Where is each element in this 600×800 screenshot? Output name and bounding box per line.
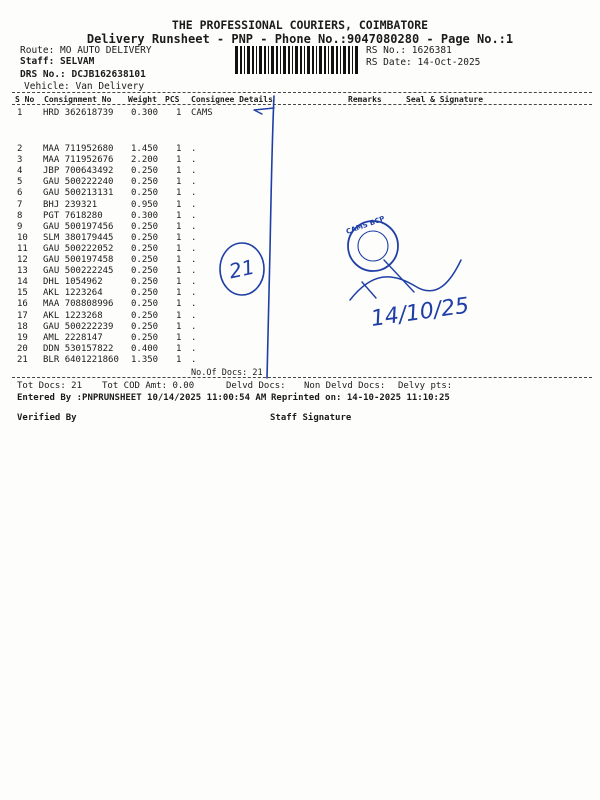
row-details: .	[191, 299, 197, 310]
row-details: .	[191, 155, 197, 166]
row-consignment	[43, 266, 113, 276]
row-weight: 0.250	[131, 277, 159, 288]
row-consignment-code: MAA	[43, 144, 60, 154]
row-details: .	[191, 266, 197, 277]
row-consignment	[43, 311, 103, 321]
row-sno: 12	[17, 255, 28, 265]
row-sno: 15	[17, 288, 28, 299]
no-of-docs: No.Of Docs: 21	[191, 368, 263, 378]
col-details: Consignee Details	[191, 95, 273, 104]
row-consignment	[43, 344, 113, 354]
row-weight: 0.250	[131, 221, 159, 232]
row-details: .	[191, 255, 197, 265]
table-row	[0, 200, 600, 211]
row-consignment	[43, 299, 113, 309]
row-details: .	[191, 310, 197, 321]
row-consignment-code: GAU	[43, 266, 60, 277]
row-weight: 1.350	[131, 354, 159, 365]
table-row	[0, 144, 600, 155]
stamp-text: CAMS BCP	[345, 214, 386, 237]
row-weight: 0.250	[131, 188, 159, 199]
row-pcs: 1	[176, 277, 182, 288]
row-sno: 14	[17, 277, 28, 288]
col-seal-signature: Seal & Signature	[406, 95, 484, 104]
row-consignment	[43, 155, 113, 165]
row-consignment-code: MAA	[43, 155, 60, 166]
header-bottom-rule	[12, 104, 592, 105]
page-subtitle: Delivery Runsheet - PNP - Phone No.:9047080280 - Page No.:1	[86, 32, 514, 46]
row-details: .	[191, 332, 197, 343]
row-weight: 0.250	[131, 255, 159, 265]
row-consignment-number: 500197456	[64, 221, 114, 232]
table-row	[0, 333, 600, 344]
row-sno: 1	[17, 108, 23, 118]
row-weight: 0.300	[131, 108, 159, 118]
drs-number: DRS No.: DCJB162638101	[20, 69, 146, 80]
row-consignment	[43, 277, 103, 287]
row-sno: 21	[17, 354, 28, 365]
row-consignment-number: 2228147	[64, 332, 103, 343]
handwritten-date: 14/10/25	[369, 293, 471, 332]
row-sno: 8	[17, 210, 23, 221]
table-row	[0, 311, 600, 322]
row-consignment-code: GAU	[43, 243, 60, 254]
row-consignment-number: 6401221860	[64, 354, 119, 365]
row-pcs: 1	[176, 221, 182, 232]
row-consignment	[43, 288, 103, 298]
row-weight: 0.250	[131, 332, 159, 343]
delvd-docs: Delvd Docs:	[226, 381, 286, 391]
row-consignment-code: GAU	[43, 255, 60, 265]
row-sno: 7	[17, 199, 23, 210]
tot-cod-amt: Tot COD Amt: 0.00	[102, 381, 195, 391]
row-pcs: 1	[176, 199, 182, 210]
row-consignment-number: 700643492	[64, 166, 114, 177]
row-consignment-code: GAU	[43, 221, 60, 232]
row-consignment-number: 500222240	[64, 177, 114, 188]
table-row	[0, 255, 600, 266]
row-sno: 4	[17, 166, 23, 177]
col-remarks: Remarks	[348, 95, 382, 104]
row-consignment-code: DDN	[43, 343, 60, 354]
row-pcs: 1	[176, 166, 182, 177]
row-sno: 17	[17, 310, 28, 321]
row-pcs: 1	[176, 343, 182, 354]
row-consignment	[43, 200, 97, 210]
row-consignment-number: 711952676	[64, 155, 114, 166]
row-sno: 19	[17, 332, 28, 343]
row-consignment-number: 362618739	[64, 108, 114, 118]
row-weight: 0.250	[131, 310, 159, 321]
row-details: .	[191, 343, 197, 354]
row-consignment	[43, 188, 113, 198]
row-weight: 0.300	[131, 210, 159, 221]
table-row	[0, 299, 600, 310]
row-weight: 0.250	[131, 299, 159, 310]
row-weight: 0.250	[131, 177, 159, 188]
row-consignment-number: 1223264	[64, 288, 103, 299]
row-consignment-code: BLR	[43, 354, 60, 365]
row-consignment-number: 500222245	[64, 266, 114, 277]
table-row	[0, 177, 600, 188]
row-weight: 0.250	[131, 243, 159, 254]
row-sno: 10	[17, 232, 28, 243]
row-consignment-code: AKL	[43, 310, 60, 321]
row-details: .	[191, 277, 197, 288]
row-pcs: 1	[176, 321, 182, 332]
row-details: .	[191, 188, 197, 199]
circled-count-text: 21	[226, 254, 257, 284]
verified-by: Verified By	[17, 413, 77, 423]
row-consignment-number: 239321	[64, 199, 98, 210]
row-details: .	[191, 221, 197, 232]
row-pcs: 1	[176, 108, 182, 118]
row-consignment	[43, 255, 113, 265]
row-weight: 0.400	[131, 343, 159, 354]
entered-by: Entered By :PNPRUNSHEET 10/14/2025 11:00:54 AM	[17, 393, 267, 403]
staff-label: Staff: SELVAM	[20, 56, 95, 67]
row-details: .	[191, 166, 197, 177]
row-sno: 9	[17, 221, 23, 232]
row-pcs: 1	[176, 266, 182, 277]
row-details: .	[191, 177, 197, 188]
table-row	[0, 322, 600, 333]
row-sno: 5	[17, 177, 23, 188]
row-sno: 18	[17, 321, 28, 332]
table-row	[0, 277, 600, 288]
row-sno: 16	[17, 299, 28, 310]
page-title: THE PROFESSIONAL COURIERS, COIMBATORE	[171, 18, 429, 32]
staff-signature: Staff Signature	[270, 413, 352, 423]
row-pcs: 1	[176, 232, 182, 243]
row-pcs: 1	[176, 188, 182, 199]
row-pcs: 1	[176, 144, 182, 154]
table-row	[0, 266, 600, 277]
row-details: .	[191, 321, 197, 332]
col-weight: Weight	[128, 95, 157, 104]
table-row	[0, 222, 600, 233]
row-details: .	[191, 288, 197, 299]
row-pcs: 1	[176, 177, 182, 188]
row-consignment-code: MAA	[43, 299, 60, 310]
row-consignment-number: 1054962	[64, 277, 103, 288]
row-weight: 0.250	[131, 321, 159, 332]
reprinted-on: Reprinted on: 14-10-2025 11:10:25	[271, 393, 450, 403]
row-consignment	[43, 177, 113, 187]
row-sno: 11	[17, 243, 28, 254]
col-sno: S No	[15, 95, 35, 104]
row-consignment-number: 708808996	[64, 299, 114, 310]
row-consignment-number: 500213131	[64, 188, 114, 199]
row-weight: 0.950	[131, 199, 159, 210]
row-consignment-number: 530157822	[64, 343, 114, 354]
row-consignment-code: DHL	[43, 277, 60, 288]
row-consignment-code: GAU	[43, 177, 60, 188]
delvy-pts: Delvy pts:	[398, 381, 453, 391]
row-consignment	[43, 222, 113, 232]
row-pcs: 1	[176, 288, 182, 299]
rs-date: RS Date: 14-Oct-2025	[366, 57, 481, 68]
rs-number: RS No.: 1626381	[366, 45, 452, 56]
table-row	[0, 233, 600, 244]
row-weight: 0.250	[131, 288, 159, 299]
row-pcs: 1	[176, 310, 182, 321]
row-consignment-number: 500197458	[64, 255, 114, 265]
row-weight: 2.200	[131, 155, 159, 166]
row-weight: 0.250	[131, 166, 159, 177]
row-consignment	[43, 108, 113, 118]
row-details: .	[191, 243, 197, 254]
row-sno: 13	[17, 266, 28, 277]
barcode-image	[235, 46, 361, 74]
table-row	[0, 344, 600, 355]
row-pcs: 1	[176, 155, 182, 166]
route-label: Route: MO AUTO DELIVERY	[20, 45, 152, 56]
col-pcs: PCS	[165, 95, 180, 104]
row-consignment-code: GAU	[43, 321, 60, 332]
row-consignment	[43, 144, 113, 154]
col-consignment: Consignment No	[44, 95, 112, 104]
row-consignment	[43, 211, 103, 221]
table-row	[0, 288, 600, 299]
row-consignment	[43, 322, 113, 332]
table-row	[0, 355, 600, 366]
row-details: .	[191, 354, 197, 365]
row-details: CAMS	[191, 108, 213, 118]
row-consignment-code: GAU	[43, 188, 60, 199]
table-row	[0, 244, 600, 255]
row-pcs: 1	[176, 299, 182, 310]
row-consignment	[43, 355, 119, 365]
table-row	[0, 188, 600, 199]
row-sno: 2	[17, 144, 23, 154]
row-consignment-code: JBP	[43, 166, 60, 177]
row-consignment-code: AML	[43, 332, 60, 343]
row-pcs: 1	[176, 332, 182, 343]
row-consignment-code: SLM	[43, 232, 60, 243]
row-pcs: 1	[176, 243, 182, 254]
row-consignment-number: 1223268	[64, 310, 103, 321]
row-consignment-code: HRD	[43, 108, 60, 118]
row-details: .	[191, 210, 197, 221]
row-weight: 1.450	[131, 144, 159, 154]
table-bottom-rule	[12, 377, 592, 378]
row-consignment	[43, 233, 113, 243]
table-row	[0, 108, 600, 119]
row-consignment-number: 500222239	[64, 321, 114, 332]
non-delvd-docs: Non Delvd Docs:	[304, 381, 386, 391]
vehicle-label: Vehicle: Van Delivery	[24, 81, 145, 92]
row-sno: 3	[17, 155, 23, 166]
row-consignment-number: 500222052	[64, 243, 114, 254]
row-consignment-code: AKL	[43, 288, 60, 299]
row-pcs: 1	[176, 210, 182, 221]
table-row	[0, 155, 600, 166]
row-consignment	[43, 333, 103, 343]
row-consignment-code: PGT	[43, 210, 60, 221]
row-consignment	[43, 244, 113, 254]
row-consignment-number: 711952680	[64, 144, 114, 154]
row-consignment-number: 7618280	[64, 210, 103, 221]
row-sno: 20	[17, 343, 28, 354]
row-details: .	[191, 232, 197, 243]
header-top-rule	[12, 92, 592, 93]
row-pcs: 1	[176, 354, 182, 365]
row-weight: 0.250	[131, 232, 159, 243]
row-sno: 6	[17, 188, 23, 199]
row-consignment-number: 380179445	[64, 232, 114, 243]
row-details: .	[191, 199, 197, 210]
row-weight: 0.250	[131, 266, 159, 277]
row-consignment	[43, 166, 113, 176]
row-details: .	[191, 144, 197, 154]
tot-docs: Tot Docs: 21	[17, 381, 83, 391]
table-row	[0, 166, 600, 177]
row-consignment-code: BHJ	[43, 199, 60, 210]
row-pcs: 1	[176, 255, 182, 265]
table-row	[0, 211, 600, 222]
